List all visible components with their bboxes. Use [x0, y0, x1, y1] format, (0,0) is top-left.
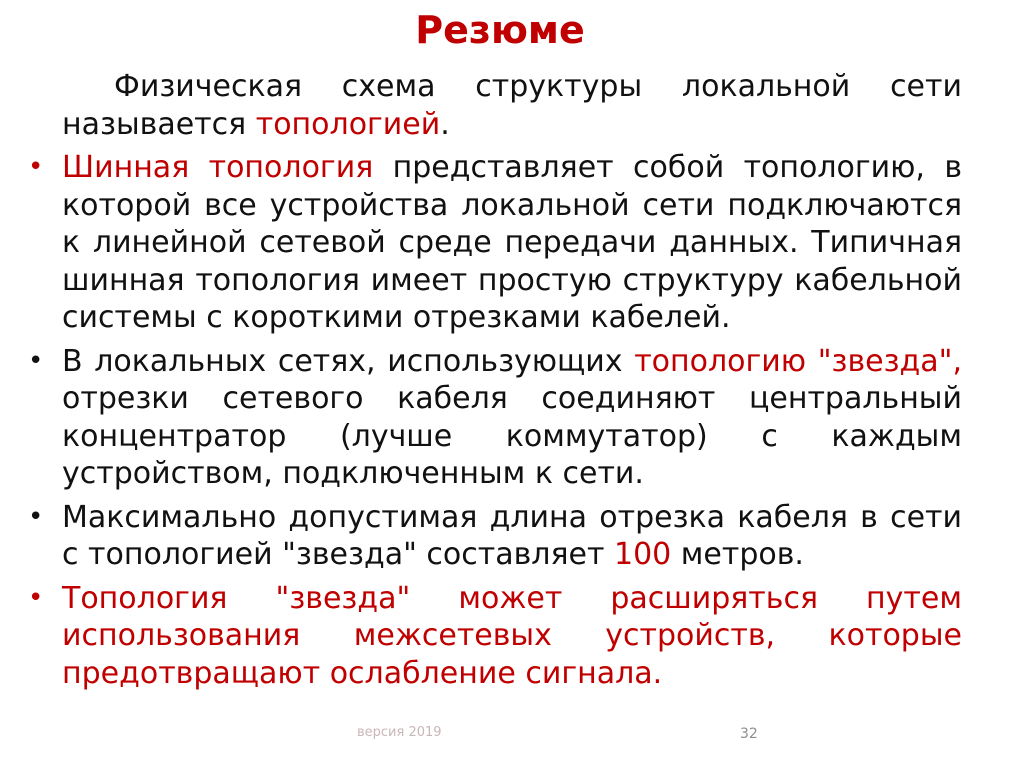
bullet-star-expansion [28, 580, 962, 693]
bullet-highlight: 100 [613, 537, 672, 572]
footer-version: версия 2019 [357, 725, 442, 740]
bullet-max-length [28, 499, 962, 574]
bullet-dot: • [28, 345, 44, 376]
bullet-text: Максимально допустимая длина отрезка кабеля в сети с топологией "звезда" составляет [62, 499, 962, 572]
bullet-star-topology [28, 343, 963, 493]
bullet-text: представляет собой топологию, в которой все устройства локальной сети подключаются к линейной сетевой среде передачи данных. Типичная шинная топология имеет простую структуру кабельной системы с короткими отрезками кабелей. [62, 150, 962, 335]
bullet-dot: • [28, 152, 44, 182]
bullet-highlight: Шинная топология [62, 150, 374, 185]
slide-title: Резюме [415, 8, 585, 52]
bullet-text: В локальных сетях, использующих [62, 343, 635, 379]
bullet-text-end: отрезки сетевого кабеля соединяют центральный концентратор (лучше коммутатор) с каждым устройством, подключенным к сети. [62, 381, 962, 491]
bullet-dot: • [28, 501, 44, 532]
bullet-highlight: топологию "звезда", [634, 343, 963, 379]
bullet-dot: • [28, 582, 44, 613]
slide-body [28, 68, 963, 692]
bullet-bus-topology [28, 149, 962, 337]
intro-paragraph [62, 68, 962, 143]
intro-highlight: топологией [255, 106, 441, 142]
bullet-text-end: метров. [671, 537, 804, 572]
page-number: 32 [740, 726, 758, 742]
intro-end: . [440, 106, 450, 142]
bullet-text: Топология "звезда" может расширяться путем использования межсетевых устройств, которые предотвращают ослабление сигнала. [62, 580, 962, 691]
intro-text: Физическая схема структуры локальной сети называется [62, 69, 962, 142]
